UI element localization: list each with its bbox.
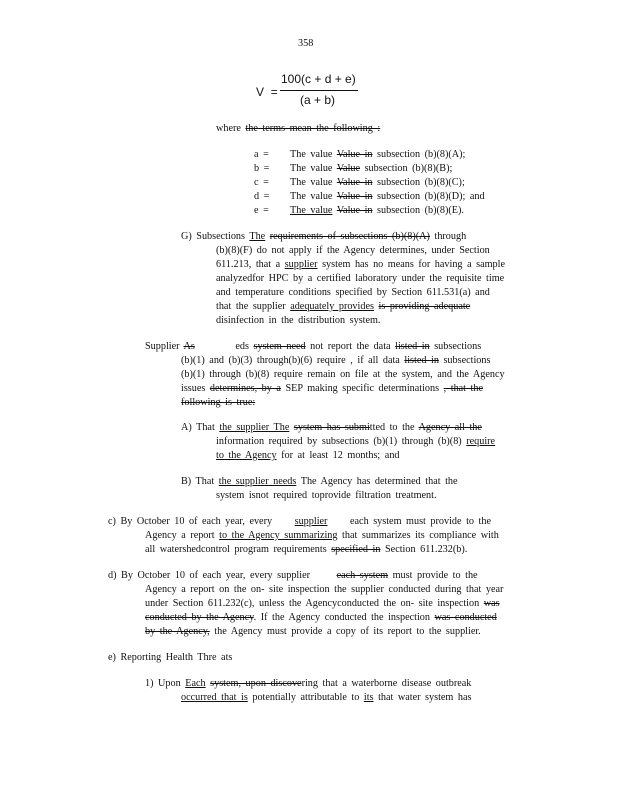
paragraph-d-line-2: Agency a report on the on- site inspection the supplier conducted during that year — [145, 584, 504, 595]
formula-fraction-bar — [280, 90, 358, 91]
paragraph-supplier-line-3: (b)(1) through (b)(8) require remain on file at the system, and the Agency — [181, 369, 505, 380]
paragraph-a-line-2: information required by subsections (b)(1) through (b)(8) require — [216, 436, 496, 447]
paragraph-e-line-2: occurred that is potentially attributable to its that water system has — [181, 692, 472, 703]
paragraph-b-line-2: system isnot required toprovide filtration treatment. — [216, 490, 437, 501]
paragraph-supplier-line-2: (b)(1) and (b)(3) through(b)(6) require , if all data listed in subsections — [181, 355, 491, 366]
definition-a: a = The value Value in subsection (b)(8)(A); — [254, 149, 466, 160]
paragraph-g-line-5: and temperature conditions specified by Section 611.531(a) and — [216, 287, 490, 298]
paragraph-e-heading: e) Reporting Health Thre ats — [108, 652, 233, 663]
paragraph-g-line-7: disinfection in the distribution system. — [216, 315, 381, 326]
definition-d: d = The value Value in subsection (b)(8)(D); and — [254, 191, 485, 202]
paragraph-g-line-3: 611.213, that a supplier system has no means for having a sample — [216, 259, 505, 270]
paragraph-g-line-1: G) Subsections The requirements of subsections (b)(8)(A) through — [181, 231, 467, 242]
where-line: where the terms mean the following : — [216, 123, 381, 134]
paragraph-supplier-line-1: Supplier As eds system need not report the data listed in subsections — [145, 341, 482, 352]
paragraph-supplier-line-4: issues determines, by a SEP making specific determinations , that the — [181, 383, 484, 394]
formula-lhs: V = — [256, 85, 278, 99]
definition-c: c = The value Value in subsection (b)(8)(C); — [254, 177, 465, 188]
page-number: 358 — [298, 38, 314, 49]
paragraph-d-line-5: by the Agency, the Agency must provide a copy of its report to the supplier. — [145, 626, 481, 637]
paragraph-d-line-3: under Section 611.232(c), unless the Agencyconducted the on- site inspection was — [145, 598, 500, 609]
paragraph-e-line-1: 1) Upon Each system, upon discovering that a waterborne disease outbreak — [145, 678, 472, 689]
paragraph-supplier-line-5: following is true: — [181, 397, 256, 408]
paragraph-g-line-4: analyzedfor HPC by a certified laboratory under the requisite time — [216, 273, 505, 284]
paragraph-c-line-1: c) By October 10 of each year, every supplier each system must provide to the — [108, 516, 491, 527]
paragraph-b-line-1: B) That the supplier needs The Agency has determined that the — [181, 476, 458, 487]
paragraph-g-line-6: that the supplier adequately provides is providing adequate — [216, 301, 471, 312]
paragraph-a-line-1: A) That the supplier The system has submitted to the Agency all the — [181, 422, 482, 433]
definition-b: b = The value Value subsection (b)(8)(B); — [254, 163, 453, 174]
paragraph-d-line-4: conducted by the Agency. If the Agency conducted the inspection was conducted — [145, 612, 497, 623]
paragraph-c-line-2: Agency a report to the Agency summarizing that summarizes its compliance with — [145, 530, 499, 541]
formula-numerator: 100(c + d + e) — [281, 72, 356, 86]
paragraph-a-line-3: to the Agency for at least 12 months; and — [216, 450, 400, 461]
paragraph-d-line-1: d) By October 10 of each year, every supplier each system must provide to the — [108, 570, 478, 581]
paragraph-g-line-2: (b)(8)(F) do not apply if the Agency determines, under Section — [216, 245, 490, 256]
definition-e: e = The value Value in subsection (b)(8)(E). — [254, 205, 464, 216]
paragraph-c-line-3: all watershedcontrol program requirements specified in Section 611.232(b). — [145, 544, 468, 555]
formula-denominator: (a + b) — [300, 93, 336, 107]
